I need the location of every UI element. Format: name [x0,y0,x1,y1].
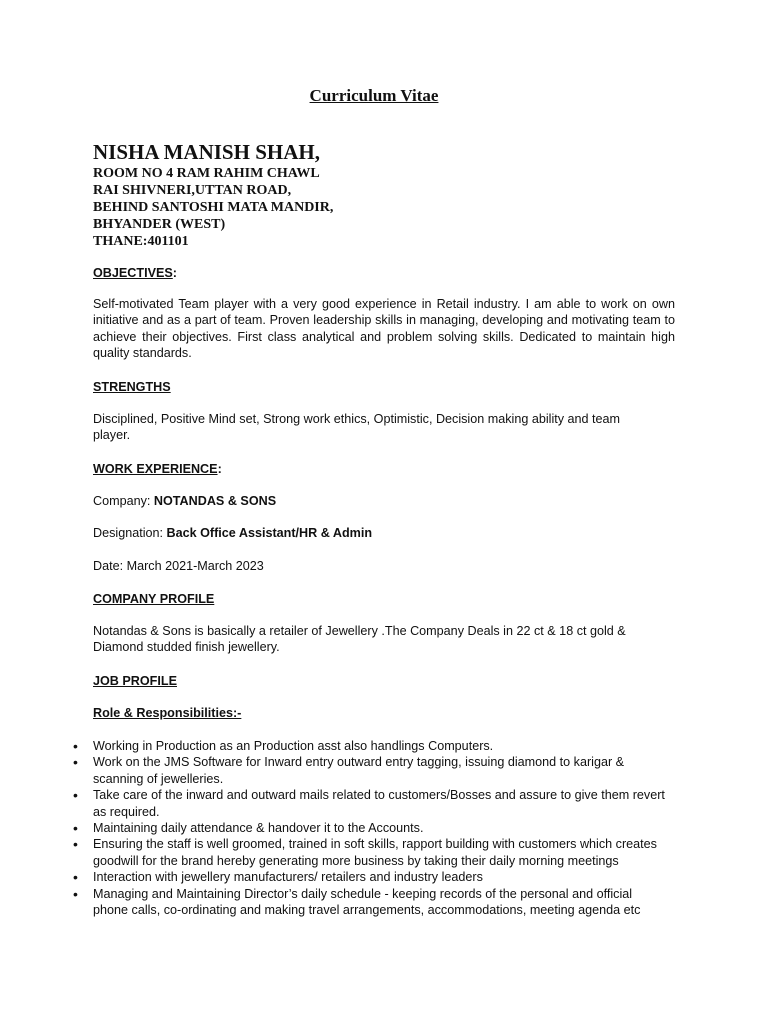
responsibilities-list [93,738,668,918]
strengths-heading [93,379,171,395]
designation-label: Designation: [93,526,167,540]
address-line: BHYANDER (WEST) [93,217,226,232]
list-item: • Managing and Maintaining Director’s daily schedule - keeping records of the personal and official phone calls, co-ordinating and making travel arrangements, accommodations, meeting agenda etc [93,886,668,919]
roles-heading [93,705,241,721]
company-line [93,493,276,509]
objectives-heading [93,265,177,281]
work-experience-heading-colon: : [217,462,222,476]
designation-value: Back Office Assistant/HR & Admin [166,526,373,540]
job-profile-heading-label: JOB PROFILE [93,674,177,688]
address-line: BEHIND SANTOSHI MATA MANDIR, [93,200,334,215]
objectives-heading-label: OBJECTIVES [93,266,173,280]
address-line: RAI SHIVNERI,UTTAN ROAD, [93,183,292,198]
list-item: • Maintaining daily attendance & handover it to the Accounts. [93,820,668,836]
company-profile-heading [93,591,214,607]
strengths-heading-label: STRENGTHS [93,380,171,394]
list-item: • Working in Production as an Production asst also handlings Computers. [93,738,668,754]
objectives-heading-colon: : [172,266,177,280]
candidate-name: NISHA MANISH SHAH, [93,140,320,164]
roles-heading-label: Role & Responsibilities:- [93,706,242,720]
designation-line [93,525,372,541]
list-item: • Take care of the inward and outward mails related to customers/Bosses and assure to give them revert as required. [93,787,668,820]
address-block [93,165,333,250]
job-profile-heading [93,673,177,689]
document-title: Curriculum Vitae [309,86,439,105]
date-line: Date: March 2021-March 2023 [93,559,264,573]
work-experience-heading-label: WORK EXPERIENCE [93,462,218,476]
list-item: • Ensuring the staff is well groomed, trained in soft skills, rapport building with customers which creates goodwill for the brand hereby generating more business by taking their daily morning meetings [93,836,668,869]
company-profile-heading-label: COMPANY PROFILE [93,592,215,606]
strengths-text: Disciplined, Positive Mind set, Strong work ethics, Optimistic, Decision making ability and team player. [93,412,621,443]
list-item: • Work on the JMS Software for Inward entry outward entry tagging, issuing diamond to karigar & scanning of jewelleries. [93,754,668,787]
company-name: NOTANDAS & SONS [153,494,277,508]
objectives-text: Self-motivated Team player with a very good experience in Retail industry. I am able to work on own initiative and as a part of team. Proven leadership skills in managing, developing and motivating team to achieve their objectives. First class analytical and problem solving skills. Dedicated to maintain high quality standards. [93,297,675,361]
list-item: • Interaction with jewellery manufacturers/ retailers and industry leaders [93,869,668,885]
address-line: ROOM NO 4 RAM RAHIM CHAWL [93,166,320,181]
work-experience-heading [93,461,222,477]
company-label: Company: [93,494,154,508]
address-line: THANE:401101 [93,234,189,249]
company-profile-text: Notandas & Sons is basically a retailer of Jewellery .The Company Deals in 22 ct & 18 ct gold & Diamond studded finish jewellery. [93,624,626,655]
